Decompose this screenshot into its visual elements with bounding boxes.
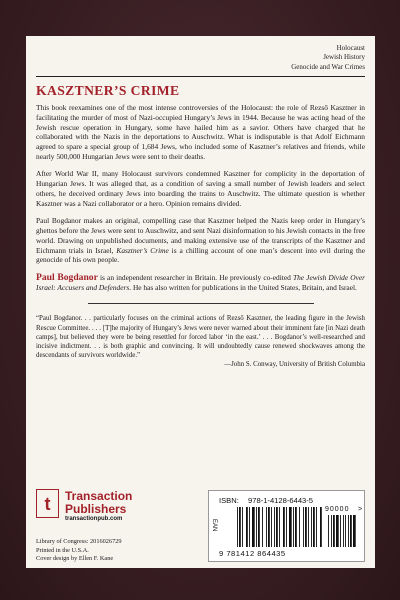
review-quote: “Paul Bogdanor. . . particularly focuses on the criminal actions of Rezső Kasztner, the leading figure in the Jewish Rescue Committee. . . . [T]he majority of Hungary’s Jews were never warned about their imminent fate [in Nazi death camps], but believed they were be being resettled for forced labor ‘in the east.’ . . . Bogdanor’s well-researched and incisive indictment. . . is both graphic and convincing. It will undoubtedly cause renewed shockwaves among the descendants of survivors worldwide.” bbox=[36, 315, 365, 360]
prior-book-title: The Jewish Divide Over Israel: Accusers and Defenders bbox=[36, 272, 366, 292]
description-paragraph: After World War II, many Holocaust survivors condemned Kasztner for complicity in the deportation of Hungarian Jews. It was alleged that, as a condition of saving a small number of Jewish leaders and select others, he deceived ordinary Jews into boarding the trains to Auschwitz. The ultimate question is whether Kasztner was a Nazi collaborator or a hero. Opinion remains divided. bbox=[36, 169, 365, 208]
barcode-bar bbox=[295, 507, 297, 547]
ean-label: EAN bbox=[211, 519, 217, 532]
barcode-bar bbox=[328, 515, 329, 547]
barcode-bar bbox=[237, 507, 238, 547]
barcode-main-bars bbox=[237, 507, 323, 547]
barcode-bar bbox=[311, 507, 312, 547]
printed-in: Printed in the U.S.A. bbox=[36, 546, 89, 554]
barcode-bar bbox=[286, 507, 287, 547]
author-bio bbox=[36, 273, 365, 293]
publisher-url: transactionpub.com bbox=[65, 516, 123, 522]
barcode-bar bbox=[239, 507, 241, 547]
text-panel bbox=[26, 36, 375, 568]
description-paragraph bbox=[36, 216, 365, 265]
barcode-bar bbox=[271, 507, 272, 547]
divider bbox=[36, 76, 365, 77]
barcode-digits: 9 781412 864435 bbox=[219, 549, 286, 558]
publisher-name bbox=[65, 490, 185, 515]
publisher-name-line: Publishers bbox=[65, 501, 127, 516]
publisher-logo bbox=[36, 489, 59, 518]
barcode-bar bbox=[252, 507, 255, 547]
publisher-name-line: Transaction bbox=[65, 489, 133, 503]
barcode-bar bbox=[308, 507, 309, 547]
category-list bbox=[36, 44, 365, 72]
barcode-bar bbox=[343, 515, 344, 547]
barcode-bar bbox=[262, 507, 263, 547]
barcode-supplement-bars bbox=[328, 515, 357, 547]
barcode-bar bbox=[345, 515, 346, 547]
barcode-bar bbox=[256, 507, 257, 547]
lc-number: Library of Congress: 2016026729 bbox=[36, 538, 122, 545]
isbn-label: ISBN: bbox=[219, 496, 239, 505]
barcode-bar bbox=[331, 515, 332, 547]
barcode-bar bbox=[350, 515, 352, 547]
author-bio-text: is an independent researcher in Britain. He previously co-edited bbox=[97, 272, 293, 282]
barcode-bar bbox=[276, 507, 278, 547]
publisher-logo-icon: t bbox=[44, 493, 51, 514]
paragraph-text: is a chilling account of one man’s descent into evil during the genocide of his own people. bbox=[36, 245, 366, 265]
category-item: Holocaust bbox=[336, 44, 365, 52]
barcode-bar bbox=[274, 507, 275, 547]
paragraph-text: Paul Bogdanor makes an original, compelling case that Kasztner helped the Nazis keep order in Hungary’s ghettos before the Jews were sent to Auschwitz, and sent Nazi disinformation to his Jewish contacts in the free world. Drawing on unpublished documents, and making extensive use of the transcripts of the Kasztner and Eichmann trials in Israel, bbox=[36, 216, 365, 255]
barcode-bar bbox=[340, 515, 341, 547]
barcode-bar bbox=[246, 507, 248, 547]
barcode-bar bbox=[293, 507, 294, 547]
barcode-bar bbox=[283, 507, 285, 547]
description-paragraph: This book reexamines one of the most intense controversies of the Holocaust: the role of Rezső Kasztner in facilitating the murder of most of Nazi-occupied Hungary’s Jews in 1944. Because he was acting head of the Jewish rescue operation in Hungary, some have hailed him as a savior. Others have charged that he collaborated with the Nazis in the deportations to Auschwitz. What is indisputable is that Adolf Eichmann agreed to spare a special group of 1,684 Jews, who included some of Kasztner’s relatives and friends, while nearly 500,000 Hungarian Jews were sent to their deaths. bbox=[36, 102, 365, 162]
barcode-bar bbox=[258, 507, 260, 547]
barcode-bar bbox=[305, 507, 307, 547]
barcode-bar bbox=[313, 507, 315, 547]
barcode-bar bbox=[279, 507, 280, 547]
category-item: Genocide and War Crimes bbox=[291, 62, 365, 71]
barcode-bar bbox=[299, 507, 300, 547]
publisher-block bbox=[36, 486, 186, 526]
barcode-bar bbox=[268, 507, 270, 547]
cover-design-credit: Cover design by Ellen F. Kane bbox=[36, 555, 114, 563]
barcode-bar bbox=[320, 507, 322, 547]
book-title-italic: Kasztner’s Crime bbox=[116, 245, 169, 255]
barcode-bar bbox=[266, 507, 267, 547]
book-title: KASZTNER’S CRIME bbox=[36, 82, 180, 98]
author-bio-text: . He has also written for publications in the United States, Britain, and Israel. bbox=[129, 282, 357, 292]
isbn-number: 978-1-4128-6443-5 bbox=[248, 496, 314, 505]
barcode-bar bbox=[249, 507, 250, 547]
barcode-bar bbox=[333, 515, 335, 547]
supplement-arrow: > bbox=[358, 506, 363, 513]
price-supplement-digits: 90000 bbox=[325, 506, 350, 513]
barcode-bar bbox=[242, 507, 243, 547]
barcode-bar bbox=[336, 515, 339, 547]
barcode-bar bbox=[348, 515, 349, 547]
divider bbox=[88, 303, 314, 304]
category-item: Jewish History bbox=[323, 53, 365, 62]
author-name: Paul Bogdanor bbox=[36, 271, 98, 283]
publication-info bbox=[36, 538, 122, 564]
barcode-bar bbox=[289, 507, 292, 547]
isbn-barcode bbox=[208, 490, 365, 562]
barcode-bar bbox=[353, 515, 356, 547]
barcode-bar bbox=[303, 507, 304, 547]
review-attribution: —John S. Conway, University of British Columbia bbox=[224, 361, 365, 369]
barcode-bar bbox=[316, 507, 317, 547]
